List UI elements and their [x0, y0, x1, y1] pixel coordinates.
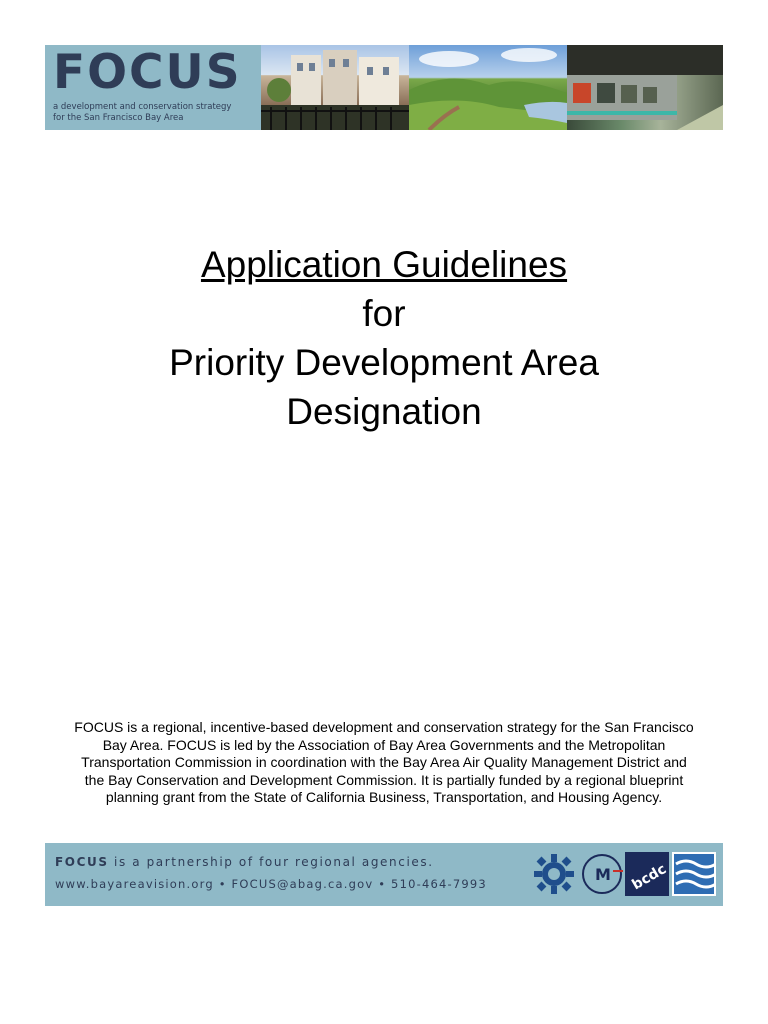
train-station-photo [567, 45, 723, 130]
green-hills-photo [409, 45, 567, 130]
logo-tagline-line1: a development and conservation strategy [53, 102, 232, 112]
focus-logo [45, 45, 261, 130]
abag-logo [532, 852, 576, 896]
hills-illustration [409, 45, 567, 130]
town-street-photo [261, 45, 409, 130]
footer-brand: FOCUS [55, 855, 109, 869]
footer-banner [45, 843, 723, 906]
town-buildings-illustration [261, 45, 409, 130]
title-line-2: for [362, 293, 406, 334]
mtc-logo [580, 852, 624, 896]
footer-partnership-rest: is a partnership of four regional agencies. [108, 855, 434, 869]
bcdc-logo [625, 852, 669, 896]
description-paragraph: FOCUS is a regional, incentive-based development and conservation strategy for the San Francisco Bay Area. FOCUS is led by the Association of Bay Area Governments and the Metropolitan Transportation Commission in coordination with the Bay Area Air Quality Management District and the Bay Conservation and Development Commission. It is partially funded by a regional blueprint planning grant from the State of California Business, Transportation, and Housing Agency. [74, 719, 694, 805]
title-line-1: Application Guidelines [200, 244, 568, 285]
footer-contact-line: www.bayareavision.org • FOCUS@abag.ca.gov • 510-464-7993 [55, 877, 487, 891]
footer-partnership-text [55, 855, 434, 869]
mtc-logo-letter: M [595, 865, 611, 884]
title-line-3: Priority Development Area [169, 342, 599, 383]
document-title [0, 240, 768, 436]
train-illustration [567, 45, 723, 130]
baaqmd-logo [672, 852, 716, 896]
bcdc-logo-text: bcdc [629, 861, 669, 894]
logo-tagline-line2: for the San Francisco Bay Area [53, 113, 184, 123]
header-banner [45, 45, 723, 130]
logo-tagline [53, 102, 231, 124]
title-line-4: Designation [286, 391, 482, 432]
logo-wordmark: FOCUS [53, 45, 242, 100]
